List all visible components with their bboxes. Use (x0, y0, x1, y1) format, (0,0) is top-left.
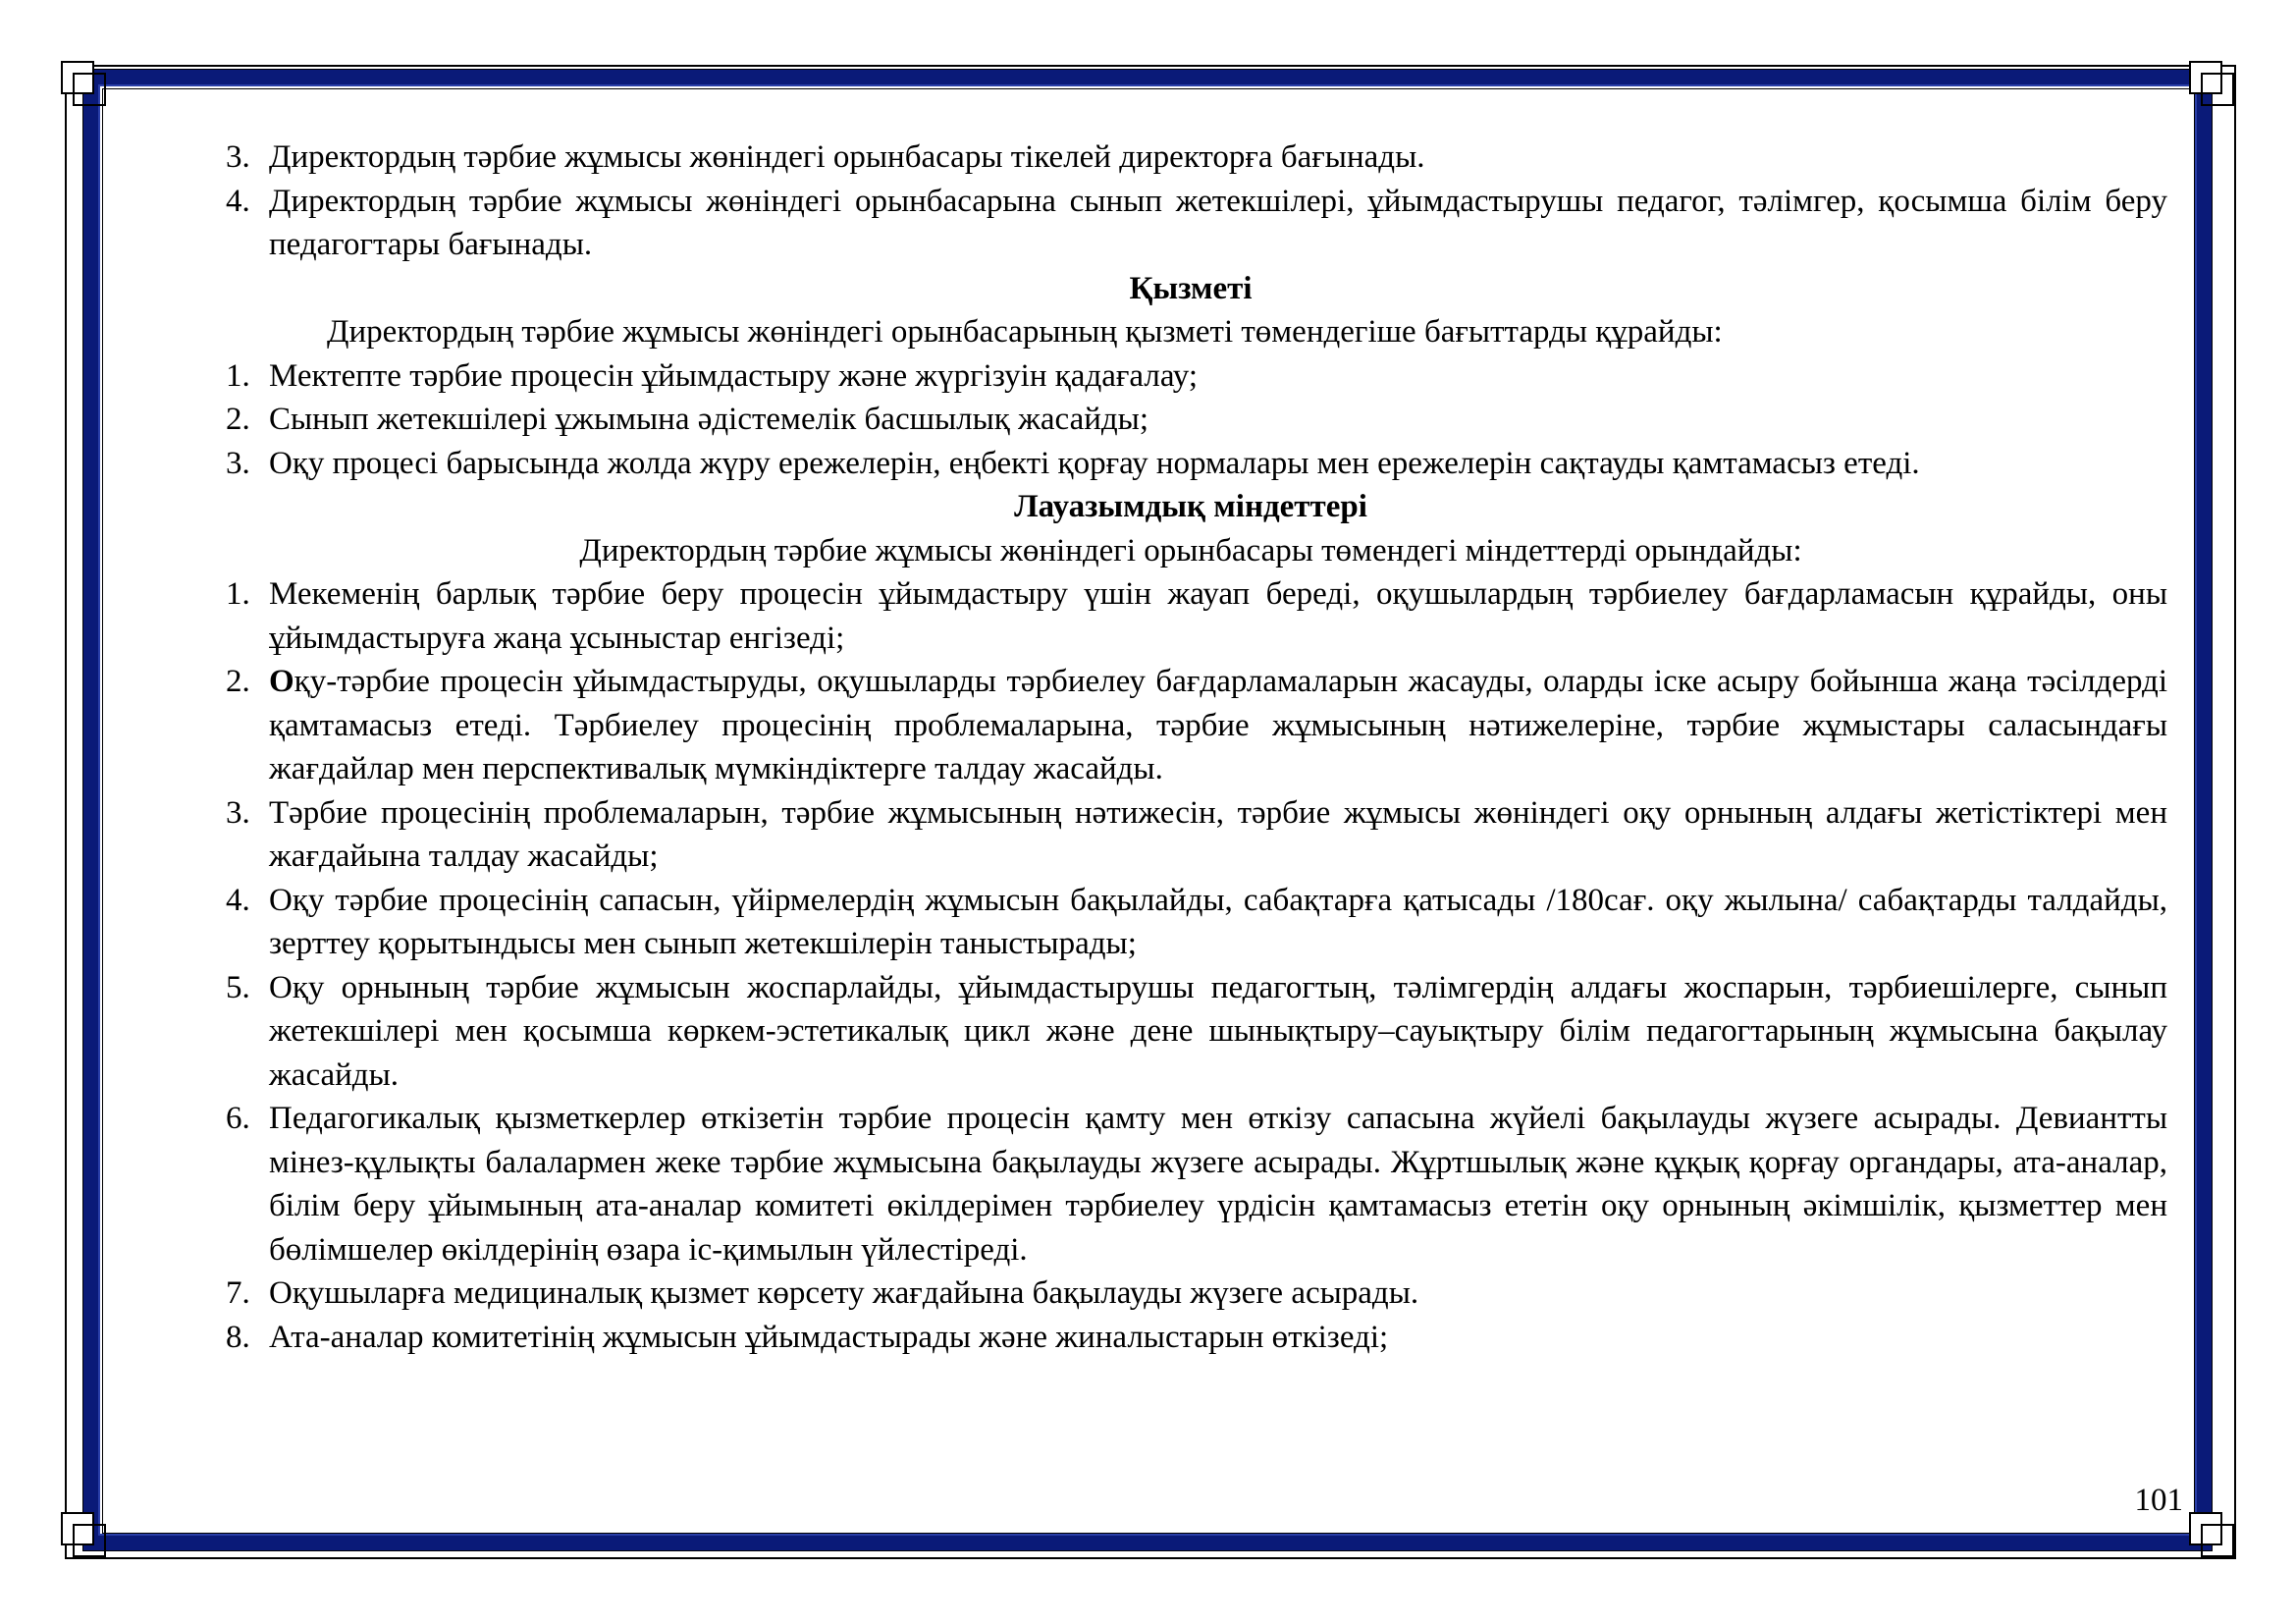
item-text: қу-тәрбие процесін ұйымдастыруды, оқушыларды тәрбиелеу бағдарламаларын жасауды, оларды іске асыру бойынша жаңа тәсілдерді қамтамасыз етеді. Тәрбиелеу процесінің проблемаларына, тәрбие жұмысының нәтижелеріне, тәрбие жұмыстары саласындағы жағдайлар мен перспективалық мүмкіндіктерге талдау жасайды. (269, 664, 2167, 786)
list-item (214, 354, 2167, 399)
item-number: 1. (226, 357, 250, 394)
item-number: 2. (226, 664, 250, 699)
section-intro: Директордың тәрбие жұмысы жөніндегі орынбасарының қызметі төмендегіше бағыттарды құрайды: (327, 314, 1723, 350)
corner-ornament-top-left (61, 61, 104, 104)
item-text: Тәрбие процесінің проблемаларын, тәрбие жұмысының нәтижесін, тәрбие жұмысы жөніндегі оқу орнының алдағы жетістіктері мен жағдайына талдау жасайды; (269, 794, 2167, 874)
item-number: 5. (226, 969, 250, 1005)
list-item (214, 879, 2167, 966)
section-intro: Директордың тәрбие жұмысы жөніндегі орынбасары төмендегі міндеттерді орындайды: (579, 532, 1802, 568)
list-item (214, 442, 2167, 486)
list-item (214, 135, 2167, 180)
item-text: Директордың тәрбие жұмысы жөніндегі орынбасары тікелей директорға бағынады. (269, 139, 1425, 175)
corner-ornament-top-right (2189, 61, 2232, 104)
document-body (214, 135, 2167, 1359)
item-text: Сынып жетекшілері ұжымына әдістемелік басшылық жасайды; (269, 402, 1149, 437)
list-item (214, 791, 2167, 879)
item-text: Мекеменің барлық тәрбие беру процесін ұйымдастыру үшін жауап береді, оқушылардың тәрбиелеу бағдарламасын құрайды, оны ұйымдастыруға жаңа ұсыныстар енгізеді; (269, 576, 2167, 656)
item-number: 6. (226, 1101, 250, 1136)
item-number: 2. (226, 402, 250, 437)
item-number: 1. (226, 576, 250, 612)
section-heading-functions: Қызметі (1129, 270, 1253, 306)
list-item (214, 1272, 2167, 1316)
item-number: 4. (226, 183, 250, 219)
list-item (214, 572, 2167, 660)
item-number: 3. (226, 139, 250, 175)
list-item (214, 180, 2167, 267)
item-text: Директордың тәрбие жұмысы жөніндегі орынбасарына сынып жетекшілері, ұйымдастырушы педагог, тәлімгер, қосымша білім беру педагогтары бағынады. (269, 183, 2167, 262)
list-item (214, 966, 2167, 1098)
item-text: Оқу орнының тәрбие жұмысын жоспарлайды, ұйымдастырушы педагогтың, тәлімгердің алдағы жоспарын, тәрбиешілерге, сынып жетекшілері мен қосымша көркем-эстетикалық цикл және дене шынықтыру–сауықтыру білім педагогтарының жұмысына бақылау жасайды. (269, 969, 2167, 1093)
corner-ornament-bottom-left (61, 1512, 104, 1555)
item-text: Оқу процесі барысында жолда жүру ережелерін, еңбекті қорғау нормалары мен ережелерін сақтауды қамтамасыз етеді. (269, 445, 1920, 481)
list-item (214, 1316, 2167, 1360)
item-number: 7. (226, 1275, 250, 1311)
item-text: Ата-аналар комитетінің жұмысын ұйымдастырады және жиналыстарын өткізеді; (269, 1319, 1389, 1355)
item-number: 4. (226, 882, 250, 918)
item-lead-letter: О (269, 664, 294, 699)
list-item (214, 660, 2167, 791)
corner-ornament-bottom-right (2189, 1512, 2232, 1555)
list-item (214, 398, 2167, 442)
item-number: 3. (226, 445, 250, 481)
page-number: 101 (2134, 1483, 2183, 1518)
section-heading-duties: Лауазымдық міндеттері (1014, 489, 1367, 524)
item-number: 8. (226, 1319, 250, 1355)
item-text: Мектепте тәрбие процесін ұйымдастыру және жүргізуін қадағалау; (269, 357, 1199, 394)
item-number: 3. (226, 794, 250, 831)
item-text: Оқу тәрбие процесінің сапасын, үйірмелердің жұмысын бақылайды, сабақтарға қатысады /180сағ. оқу жылына/ сабақтарды талдайды, зерттеу қорытындысы мен сынып жетекшілерін таныстырады; (269, 882, 2167, 961)
item-text: Оқушыларға медициналық қызмет көрсету жағдайына бақылауды жүзеге асырады. (269, 1275, 1419, 1311)
item-text: Педагогикалық қызметкерлер өткізетін тәрбие процесін қамту мен өткізу сапасына жүйелі бақылауды жүзеге асырады. Девиантты мінез-құлықты балалармен жеке тәрбие жұмысына бақылауды жүзеге асырады. Жұртшылық және құқық қорғау органдары, ата-аналар, білім беру ұйымының ата-аналар комитеті өкілдерімен тәрбиелеу үрдісін қамтамасыз ететін оқу орнының әкімшілік, қызметтер мен бөлімшелер өкілдерінің өзара іс-қимылын үйлестіреді. (269, 1101, 2167, 1268)
list-item (214, 1097, 2167, 1272)
